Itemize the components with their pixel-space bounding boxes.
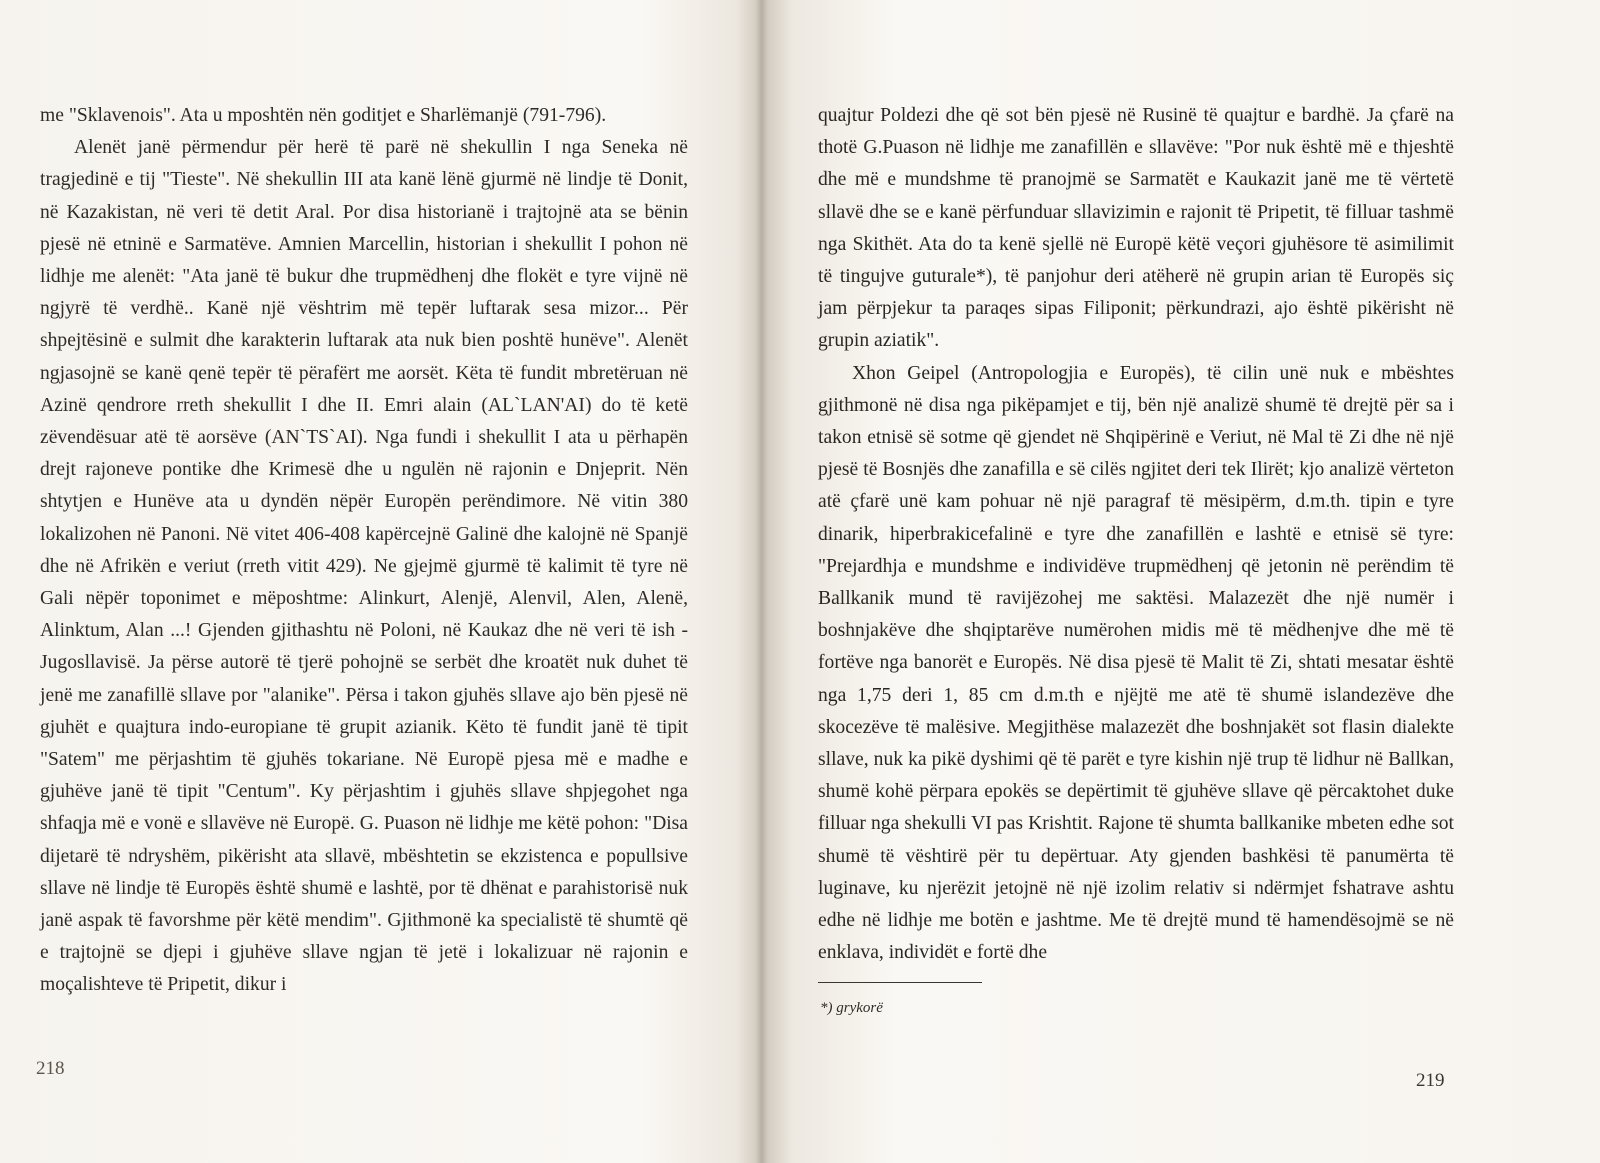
left-paragraph-2: Alenët janë përmendur për herë të parë në shekullin I nga Seneka në tragjedinë e tij "Tieste". Në shekullin III ata kanë lënë gjurmë në lindje të Donit, në Kazakistan, në veri të detit Aral. Por disa historianë i trajtojnë ata se bënin pjesë në etninë e Sarmatëve. Amnien Marcellin, historian i shekullit I pohon në lidhje me alenët: "Ata janë të bukur dhe trupmëdhenj dhe flokët e tyre vijnë në ngjyrë të verdhë.. Kanë një vështrim më tepër luftarak sesa mizor... Për shpejtësinë e sulmit dhe karakterin luftarak ata nuk bien poshtë hunëve". Alenët ngjasojnë se kanë qenë tepër të përafërt me aorsët. Këta të fundit mbretëruan në Azinë qendrore rreth shekullit I dhe II. Emri alain (AL`LAN'AI) do të ketë zëvendësuar atë të aorsëve (AN`TS`AI). Nga fundi i shekullit I ata u përhapën drejt rajoneve pontike dhe Krimesë dhe u ngulën në rajonin e Dnjeprit. Nën shtytjen e Hunëve ata u dyndën nëpër Europën perëndimore. Në vitin 380 lokalizohen në Panoni. Në vitet 406-408 kapërcejnë Galinë dhe kalojnë në Spanjë dhe në Afrikën e veriut (rreth vitit 429). Ne gjejmë gjurmë të kalimit të tyre në Gali nëpër toponimet e mëposhtme: Alinkurt, Alenjë, Alenvil, Alen, Alenë, Alinktum, Alan ...! Gjenden gjithashtu në Poloni, në Kaukaz dhe në veri të ish - Jugosllavisë. Ja përse autorë të tjerë pohojnë se serbët dhe kroatët nuk duhet të jenë me zanafillë sllave por "alanike". Përsa i takon gjuhës sllave ajo bën pjesë në gjuhët e quajtura indo-europiane të grupit azianik. Këto të fundit janë të tipit "Satem" me përjashtim të gjuhës tokariane. Në Europë pjesa më e madhe e gjuhëve janë të tipit "Centum". Ky përjashtim i gjuhës sllave shpjegohet nga shfaqja më e vonë e sllavëve në Europë. G. Puason në lidhje me këtë pohon: "Disa dijetarë të ndryshëm, pikërisht ata sllavë, mbështetin se ekzistenca e popullsive sllave në lindje të Europës është shumë e lashtë, por të dhënat e parahistorisë nuk janë aspak të favorshme për këtë mendim". Gjithmonë ka specialistë të shumtë që e trajtojnë se djepi i gjuhëve sllave ngjan të jetë i lokalizuar në rajonin e moçalishteve të Pripetit, dikur i (40, 137, 688, 996)
page-number-right: 219 (1416, 1070, 1445, 1091)
right-page (818, 100, 1454, 969)
right-page-text (818, 100, 1454, 969)
right-paragraph-2: Xhon Geipel (Antropologjia e Europës), të cilin unë nuk e mbështes gjithmonë në disa nga pikëpamjet e tij, bën një analizë shumë të drejtë për sa i takon etnisë së sotme që gjendet në Shqipërinë e Veriut, në Mal të Zi dhe në një pjesë të Bosnjës dhe zanafilla e së cilës ngjitet deri tek Ilirët; kjo analizë vërteton atë çfarë unë kam pohuar në një paragraf të mësipërm, d.m.th. tipin e tyre dinarik, hiperbrakicefalinë e tyre dhe zanafillën e lashtë e etnisë së tyre: "Prejardhja e mundshme e individëve trupmëdhenj që jetonin në perëndim të Ballkanik mund të ravijëzohej me saktësi. Malazezët dhe një numër i boshnjakëve dhe shqiptarëve numërohen midis më të mëdhenjve dhe më të fortëve nga banorët e Europës. Në disa pjesë të Malit të Zi, shtati mesatar është nga 1,75 deri 1, 85 cm d.m.th e njëjtë me atë të shumë islandezëve dhe skocezëve të malësive. Megjithëse malazezët dhe boshnjakët sot flasin dialekte sllave, nuk ka pikë dyshimi që të parët e tyre kishin një trup të lidhur në Ballkan, shumë kohë përpara epokës se depërtimit të gjuhëve sllave që përcaktohet duke filluar nga shekulli VI pas Krishtit. Rajone të shumta ballkanike mbeten edhe sot shumë të vështirë për tu depërtuar. Aty gjenden bashkësi të panumërta të luginave, ku njerëzit jetojnë në një izolim relativ si ndërmjet fshatrave ashtu edhe në lidhje me botën e jashtme. Me të drejtë mund të hamendësojmë se në enklava, individët e fortë dhe (818, 362, 1454, 964)
left-paragraph-1: me "Sklavenois". Ata u mposhtën nën goditjet e Sharlëmanjë (791-796). (40, 105, 607, 126)
page-number-left: 218 (36, 1058, 65, 1079)
right-paragraph-1: quajtur Poldezi dhe që sot bën pjesë në Rusinë të quajtur e bardhë. Ja çfarë na thotë G.Puason në lidhje me zanafillën e sllavëve: "Por nuk është më e thjeshtë dhe më e mundshme të pranojmë se Sarmatët e Kaukazit janë me të vërtetë sllavë dhe se e kanë përfunduar sllavizimin e rajonit të Pripetit, të filluar tashmë nga Skithët. Ata do ta kenë sjellë në Europë këtë veçori gjuhësore të asimilimit të tingujve guturale*), të panjohur deri atëherë në grupin arian të Europës siç jam përpjekur ta paraqes sipas Filiponit; përkundrazi, ajo është pikërisht në grupin aziatik". (818, 105, 1454, 352)
left-page (40, 100, 688, 1002)
left-page-text (40, 100, 688, 1002)
footnote-divider (818, 982, 982, 983)
footnote: *) grykorë (820, 1000, 883, 1016)
